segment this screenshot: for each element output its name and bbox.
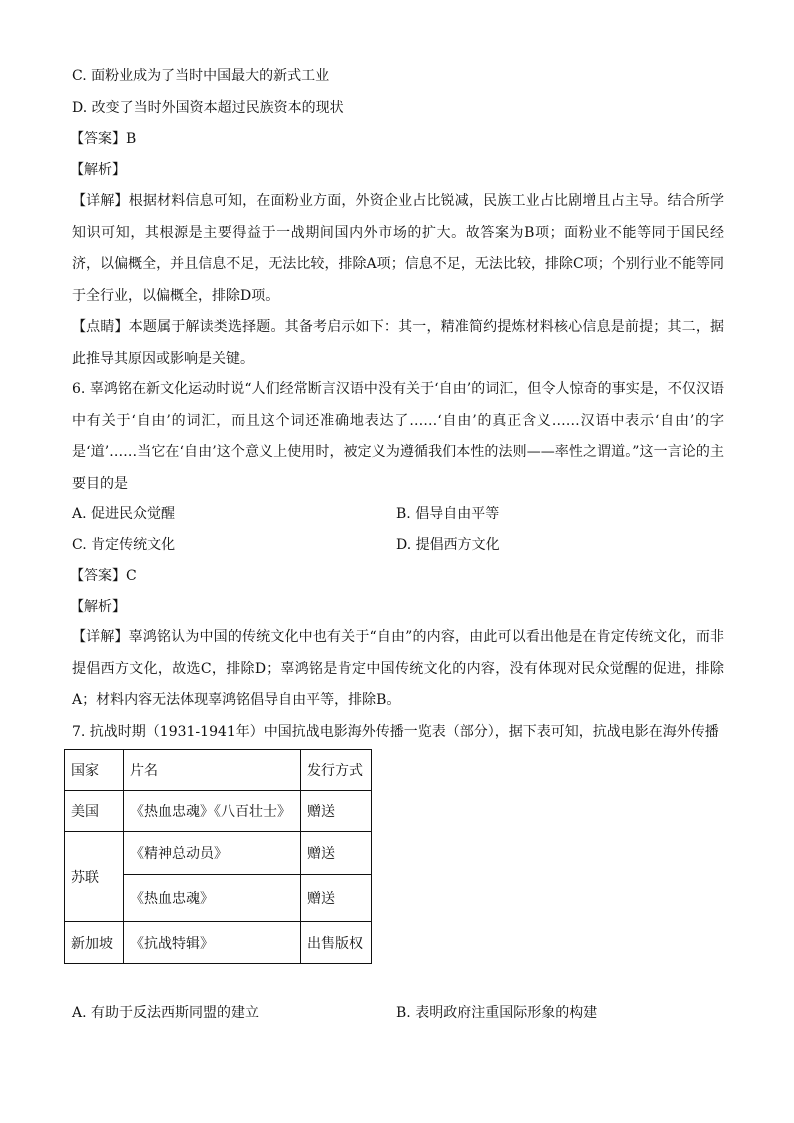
cell-method: 赠送 xyxy=(301,875,372,922)
cell-country: 美国 xyxy=(65,791,124,832)
prev-comment: 【点睛】本题属于解读类选择题。其备考启示如下：其一，精准简约提炼材料核心信息是前提；其二，据此推导其原因或影响是关键。 xyxy=(72,319,724,367)
cell-method: 赠送 xyxy=(301,832,372,875)
q7-stem: 7. 抗战时期（1931-1941年）中国抗战电影海外传播一览表（部分），据下表可知，抗战电影在海外传播 xyxy=(72,724,719,740)
cell-film: 《精神总动员》 xyxy=(124,832,301,875)
cell-film: 《热血忠魂》 xyxy=(124,875,301,922)
cell-country: 新加坡 xyxy=(65,922,124,964)
q6-analysis-label: 【解析】 xyxy=(70,599,126,615)
cell-film: 《抗战特辑》 xyxy=(124,922,301,964)
prev-answer: 【答案】B xyxy=(70,131,137,147)
q6-option-a: A. 促进民众觉醒 xyxy=(72,506,176,522)
header-method: 发行方式 xyxy=(301,750,372,791)
q6-option-b: B. 倡导自由平等 xyxy=(396,506,500,522)
q7-option-b: B. 表明政府注重国际形象的构建 xyxy=(396,1005,598,1021)
prev-detail: 【详解】根据材料信息可知，在面粉业方面，外资企业占比锐减，民族工业占比剧增且占主导。结合所学知识可知，其根源是主要得益于一战期间国内外市场的扩大。故答案为B项；面粉业不能等同于国民经济，以偏概全，并且信息不足，无法比较，排除A项；信息不足，无法比较，排除C项；个别行业不能等同于全行业，以偏概全，排除D项。 xyxy=(72,193,724,304)
prev-option-d: D. 改变了当时外国资本超过民族资本的现状 xyxy=(72,100,344,116)
prev-option-c: C. 面粉业成为了当时中国最大的新式工业 xyxy=(72,68,330,84)
table-header-row xyxy=(65,750,372,791)
header-film: 片名 xyxy=(124,750,301,791)
cell-method: 出售版权 xyxy=(301,922,372,964)
q7-option-a: A. 有助于反法西斯同盟的建立 xyxy=(72,1005,260,1021)
table-row xyxy=(65,832,372,875)
q6-detail: 【详解】辜鸿铭认为中国的传统文化中也有关于“自由”的内容，由此可以看出他是在肯定传统文化，而非提倡西方文化，故选C，排除D；辜鸿铭是肯定中国传统文化的内容，没有体现对民众觉醒的促进，排除A；材料内容无法体现辜鸿铭倡导自由平等，排除B。 xyxy=(72,629,724,708)
q6-option-c: C. 肯定传统文化 xyxy=(72,537,176,553)
table-row xyxy=(65,791,372,832)
film-table xyxy=(64,749,372,964)
q6-option-d: D. 提倡西方文化 xyxy=(396,537,500,553)
cell-method: 赠送 xyxy=(301,791,372,832)
q6-stem: 6. 辜鸿铭在新文化运动时说“人们经常断言汉语中没有关于‘自由’的词汇，但令人惊奇的事实是，不仅汉语中有关于‘自由’的词汇，而且这个词还准确地表达了……‘自由’的真正含义……汉语中表示‘自由’的字是‘道’……当它在‘自由’这个意义上使用时，被定义为遵循我们本性的法则——率性之谓道。”这一言论的主要目的是 xyxy=(72,381,724,492)
cell-film: 《热血忠魂》《八百壮士》 xyxy=(124,791,301,832)
table-row xyxy=(65,922,372,964)
cell-country: 苏联 xyxy=(65,832,124,922)
prev-analysis-label: 【解析】 xyxy=(70,162,126,178)
header-country: 国家 xyxy=(65,750,124,791)
q6-answer: 【答案】C xyxy=(70,568,137,584)
